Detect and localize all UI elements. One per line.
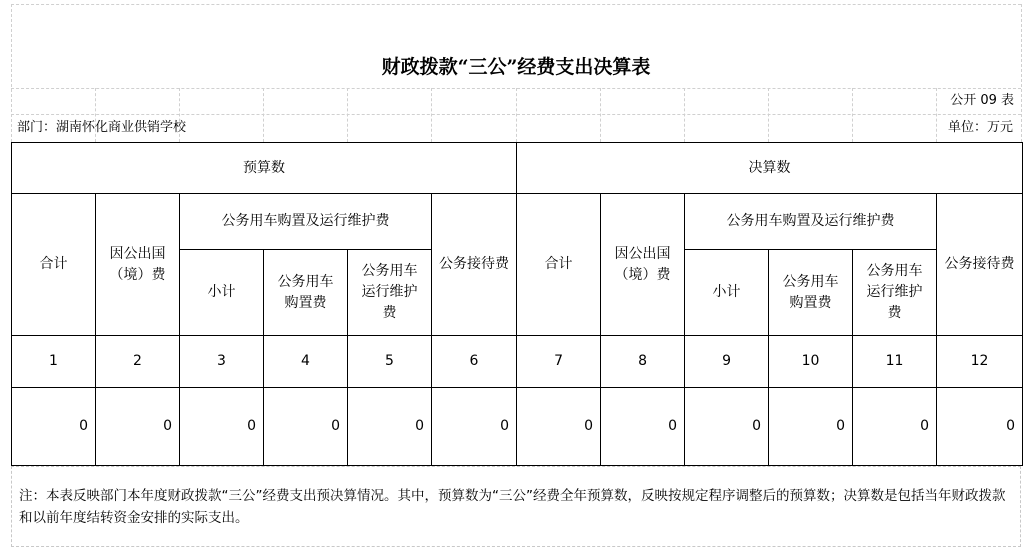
department-label: 部门：湖南怀化商业供销学校: [17, 120, 187, 135]
grid-line: [768, 88, 769, 142]
index-cell: 4: [264, 336, 348, 388]
value-cell: 0: [937, 388, 1023, 466]
index-cell: 5: [348, 336, 432, 388]
footnote: 注：本表反映部门本年度财政拨款“三公”经费支出预决算情况。其中，预算数为“三公”经费全年预算数，反映按规定程序调整后的预算数；决算数是包括当年财政拨款和以前年度结转资金安排的实际支出。: [11, 466, 1021, 547]
final-subtotal-header: 小计: [685, 250, 769, 336]
budget-abroad-header: 因公出国（境）费: [96, 194, 180, 336]
final-reception-header: 公务接待费: [937, 194, 1023, 336]
final-header: 决算数: [517, 143, 1023, 194]
value-cell: 0: [432, 388, 517, 466]
grid-line: [11, 4, 1021, 5]
grid-line: [684, 88, 685, 142]
value-cell: 0: [180, 388, 264, 466]
value-cell: 0: [601, 388, 685, 466]
budget-subtotal-header: 小计: [180, 250, 264, 336]
final-total-header: 合计: [517, 194, 601, 336]
unit-label: 单位：万元: [947, 120, 1013, 135]
budget-total-header: 合计: [12, 194, 96, 336]
index-cell: 3: [180, 336, 264, 388]
grid-line: [1021, 4, 1022, 142]
index-cell: 6: [432, 336, 517, 388]
value-cell: 0: [853, 388, 937, 466]
index-cell: 12: [937, 336, 1023, 388]
value-cell: 0: [769, 388, 853, 466]
value-cell: 0: [685, 388, 769, 466]
three-public-expenses-table: [11, 142, 1023, 466]
grid-line: [852, 88, 853, 142]
final-vehicle-operation-header: 公务用车运行维护费: [853, 250, 937, 336]
budget-vehicle-group-header: 公务用车购置及运行维护费: [180, 194, 432, 250]
value-cell: 0: [12, 388, 96, 466]
value-cell: 0: [348, 388, 432, 466]
final-vehicle-group-header: 公务用车购置及运行维护费: [685, 194, 937, 250]
value-cell: 0: [264, 388, 348, 466]
value-cell: 0: [96, 388, 180, 466]
index-cell: 10: [769, 336, 853, 388]
value-row: [12, 388, 1023, 466]
form-number: 公开 09 表: [950, 93, 1014, 108]
value-cell: 0: [517, 388, 601, 466]
index-cell: 1: [12, 336, 96, 388]
final-abroad-header: 因公出国（境）费: [601, 194, 685, 336]
final-vehicle-purchase-header: 公务用车购置费: [769, 250, 853, 336]
budget-reception-header: 公务接待费: [432, 194, 517, 336]
column-index-row: [12, 336, 1023, 388]
report-title: 财政拨款“三公”经费支出决算表: [381, 56, 651, 78]
grid-line: [431, 88, 432, 142]
budget-header: 预算数: [12, 143, 517, 194]
grid-line: [600, 88, 601, 142]
budget-vehicle-operation-header: 公务用车运行维护费: [348, 250, 432, 336]
index-cell: 9: [685, 336, 769, 388]
index-cell: 8: [601, 336, 685, 388]
grid-line: [516, 88, 517, 142]
index-cell: 11: [853, 336, 937, 388]
index-cell: 7: [517, 336, 601, 388]
budget-vehicle-purchase-header: 公务用车购置费: [264, 250, 348, 336]
index-cell: 2: [96, 336, 180, 388]
